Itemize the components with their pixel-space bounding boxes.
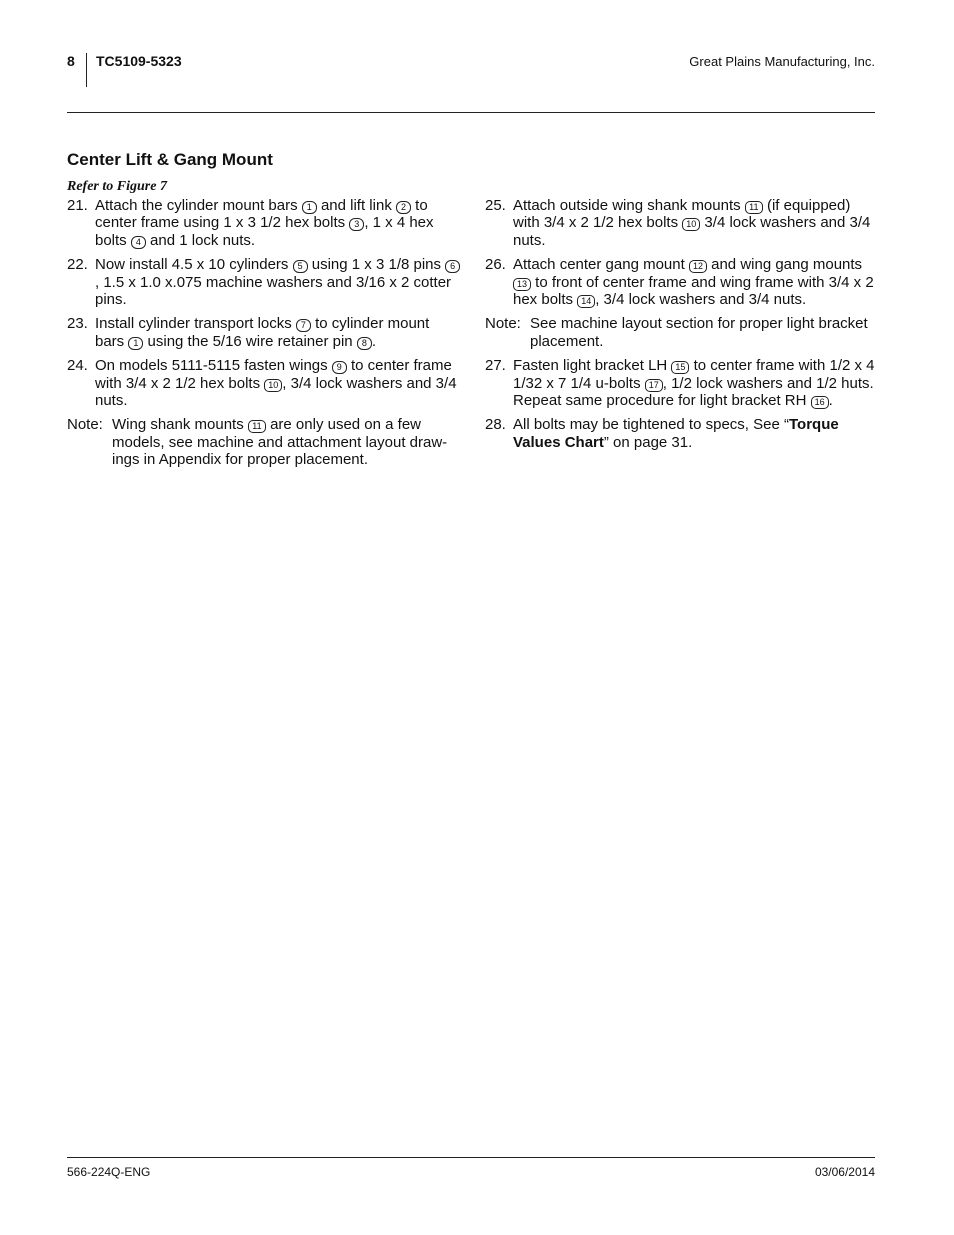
- callout-6: 6: [445, 260, 460, 273]
- callout-10: 10: [682, 218, 700, 231]
- callout-17: 17: [645, 379, 663, 392]
- page-number: 8: [67, 53, 75, 69]
- torque-chart-link[interactable]: Torque Values Chart: [513, 416, 839, 451]
- right-column: [485, 197, 875, 458]
- step-24: 24. On models 5111-5115 fasten wings 9 to center frame with 3/4 x 2 1/2 hex bolts 10 , 3/4 lock washers and 3/4 nuts.: [67, 357, 457, 410]
- callout-15: 15: [671, 361, 689, 374]
- callout-2: 2: [396, 201, 411, 214]
- step-28: 28. All bolts may be tightened to specs, See “Torque Values Chart” on page 31.: [485, 416, 839, 451]
- header-divider: [86, 53, 87, 87]
- callout-9: 9: [332, 361, 347, 374]
- callout-4: 4: [131, 236, 146, 249]
- callout-7: 7: [296, 319, 311, 332]
- step-26: 26. Attach center gang mount 12 and wing gang mounts 13 to front of center frame and wing frame with 3/4 x 2 hex bolts 14 , 3/4 lock washers and 3/4 nuts.: [485, 256, 874, 309]
- left-column: [67, 197, 461, 476]
- callout-13: 13: [513, 278, 531, 291]
- callout-5: 5: [293, 260, 308, 273]
- step-number: 26.: [485, 256, 506, 274]
- callout-11: 11: [745, 201, 763, 214]
- footer-part-number: 566-224Q-ENG: [67, 1165, 151, 1179]
- step-number: 27.: [485, 357, 506, 375]
- callout-10: 10: [264, 379, 282, 392]
- header-rule: [67, 112, 875, 113]
- section-title: Center Lift & Gang Mount: [67, 150, 273, 169]
- note-label: Note:: [485, 315, 521, 333]
- step-number: 28.: [485, 416, 506, 434]
- callout-14: 14: [577, 295, 595, 308]
- step-22: 22. Now install 4.5 x 10 cylinders 5 using 1 x 3 1/8 pins 6, 1.5 x 1.0 x.075 machine washers and 3/16 x 2 cotter pins.: [67, 256, 461, 308]
- company-name: Great Plains Manufacturing, Inc.: [689, 54, 875, 69]
- note-light-bracket: Note: See machine layout section for proper light bracket placement.: [485, 315, 868, 350]
- step-25: 25. Attach outside wing shank mounts 11 (if equipped) with 3/4 x 2 1/2 hex bolts 10 3/4 lock washers and 3/4 nuts.: [485, 197, 871, 249]
- callout-1: 1: [302, 201, 317, 214]
- step-number: 23.: [67, 315, 88, 333]
- callout-12: 12: [689, 260, 707, 273]
- figure-reference: Refer to Figure 7: [67, 179, 167, 194]
- step-number: 21.: [67, 197, 88, 214]
- step-27: 27. Fasten light bracket LH 15 to center frame with 1/2 x 4 1/32 x 7 1/4 u-bolts 17 , 1/2 lock washers and 1/2 huts. Repeat same procedure for light bracket RH 16 .: [485, 357, 875, 410]
- note-wing-shank: Note: Wing shank mounts 11 are only used on a few models, see machine and attachment layout draw-ings in Appendix for proper placement.: [67, 416, 448, 469]
- step-23: 23. Install cylinder transport locks 7 to cylinder mount bars 1 using the 5/16 wire retainer pin 8 .: [67, 315, 430, 350]
- document-number: TC5109-5323: [96, 53, 182, 69]
- step-21: 21. Attach the cylinder mount bars 1 and lift link 2 to center frame using 1 x 3 1/2 hex bolts 3 , 1 x 4 hex bolts 4 and 1 lock nuts.: [67, 197, 434, 249]
- callout-16: 16: [811, 396, 829, 409]
- callout-8: 8: [357, 337, 372, 350]
- note-label: Note:: [67, 416, 103, 434]
- callout-3: 3: [349, 218, 364, 231]
- step-number: 24.: [67, 357, 88, 375]
- callout-11: 11: [248, 420, 266, 433]
- step-number: 22.: [67, 256, 88, 274]
- footer-date: 03/06/2014: [814, 1165, 875, 1179]
- step-number: 25.: [485, 197, 506, 214]
- footer-rule: [67, 1157, 875, 1158]
- callout-1: 1: [128, 337, 143, 350]
